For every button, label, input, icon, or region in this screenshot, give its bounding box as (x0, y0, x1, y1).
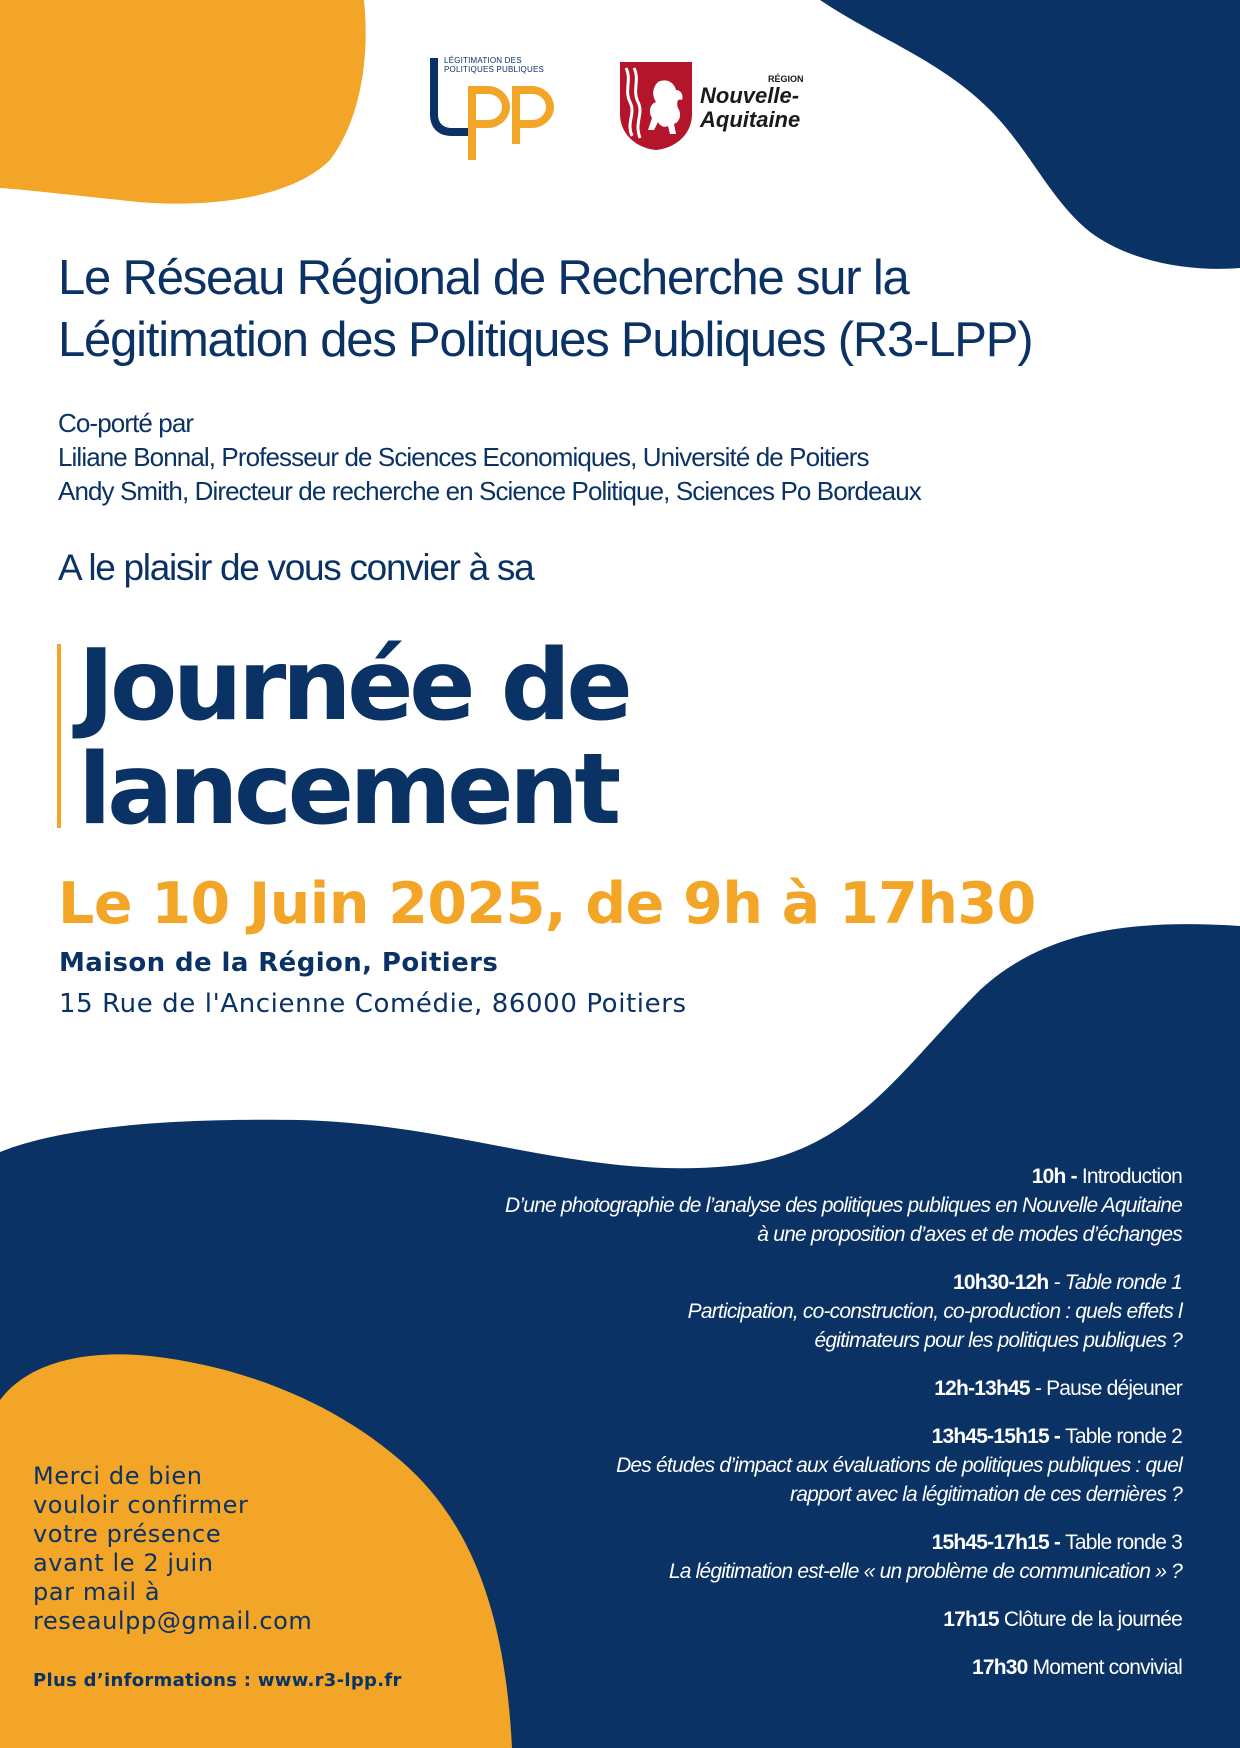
program-item-time: 17h15 (943, 1608, 999, 1631)
lpp-logo (428, 52, 568, 164)
organizers-block (58, 406, 921, 508)
program-item-description: Des études d’impact aux évaluations de politiques publiques : quel (616, 1454, 1182, 1477)
lpp-caption-line-2: POLITIQUES PUBLIQUES (444, 65, 545, 74)
rsvp-line: vouloir confirmer (33, 1491, 249, 1519)
event-title (78, 629, 629, 847)
program-item-label: Introduction (1081, 1165, 1182, 1188)
program-item (282, 1605, 1182, 1634)
program-item-time: 9h (1051, 1069, 1075, 1092)
program-item (282, 1528, 1182, 1586)
lpp-caption-line-1: LÉGITIMATION DES (444, 56, 522, 65)
region-logo-small-label: RÉGION (768, 74, 804, 84)
program-title: Programme (1003, 1018, 1182, 1056)
program-item-time: 12h-13h45 (934, 1377, 1030, 1400)
event-title-accent-bar (57, 644, 61, 828)
rsvp-block (33, 1462, 312, 1636)
event-title-line-1: Journée de (78, 629, 629, 743)
event-address: 15 Rue de l'Ancienne Comédie, 86000 Poitiers (59, 989, 687, 1019)
program-item-label: Clôture de la journée (998, 1608, 1182, 1631)
program-item-time: 9h45 (987, 1117, 1032, 1140)
top-right-navy-blob (820, 0, 1240, 269)
program-item-label: - Mot d’ouverture (1031, 1117, 1182, 1140)
network-title-line-1: Le Réseau Régional de Recherche sur la (58, 251, 909, 305)
program-item (282, 1653, 1182, 1682)
program-item-time: 10h30-12h (952, 1271, 1049, 1294)
program-item (282, 1162, 1182, 1249)
program-item-time: 17h30 (971, 1656, 1028, 1679)
program-item-time: 13h45-15h15 - (931, 1425, 1066, 1448)
organizer-2: Andy Smith, Directeur de recherche en Science Politique, Sciences Po Bordeaux (58, 476, 921, 506)
program-item (282, 1422, 1182, 1509)
lpp-logo-caption (444, 56, 544, 74)
invitation-text: A le plaisir de vous convier à sa (58, 547, 534, 588)
program-item-description: égitimateurs pour les politiques publiques ? (814, 1329, 1182, 1352)
rsvp-line: votre présence (33, 1520, 222, 1548)
program-item (282, 1114, 1182, 1143)
network-title-line-2: Légitimation des Politiques Publiques (R3-LPP) (58, 313, 1033, 367)
program-item-label: - Table ronde 1 (1048, 1271, 1182, 1294)
program-item-description: La légitimation est-elle « un problème de communication » ? (668, 1560, 1182, 1583)
more-info-link: Plus d’informations : www.r3-lpp.fr (33, 1670, 402, 1691)
lion-shield-icon (618, 60, 694, 152)
program-section (282, 1016, 1182, 1701)
program-item-description: rapport avec la légitimation de ces dernières ? (790, 1483, 1182, 1506)
program-item-description: Participation, co-construction, co-production : quels effets l (687, 1300, 1182, 1323)
rsvp-line: par mail à (33, 1578, 161, 1606)
program-item-label: Table ronde 3 (1065, 1531, 1182, 1554)
rsvp-line: Merci de bien (33, 1462, 203, 1490)
rsvp-email: reseaulpp@gmail.com (33, 1607, 313, 1635)
rsvp-line: avant le 2 juin (33, 1549, 214, 1577)
program-item-label: - Pause déjeuner (1029, 1377, 1182, 1400)
organizer-1: Liliane Bonnal, Professeur de Sciences Economiques, Université de Poitiers (58, 442, 869, 472)
event-date: Le 10 Juin 2025, de 9h à 17h30 (58, 871, 1036, 937)
program-item-label: Table ronde 2 (1065, 1425, 1182, 1448)
region-logo-name (700, 84, 800, 132)
region-logo (618, 60, 828, 156)
program-item-description: à une proposition d’axes et de modes d’échanges (757, 1223, 1182, 1246)
organizers-intro: Co-porté par (58, 408, 194, 438)
top-left-orange-blob (0, 0, 366, 204)
program-item-label: Accueil café (1074, 1069, 1182, 1092)
program-item (282, 1066, 1182, 1095)
network-title (58, 247, 1032, 371)
program-item-time: 15h45-17h15 - (931, 1531, 1066, 1554)
event-venue: Maison de la Région, Poitiers (59, 948, 499, 978)
program-item-description: D’une photographie de l’analyse des politiques publiques en Nouvelle Aquitaine (504, 1194, 1182, 1217)
event-title-line-2: lancement (78, 733, 617, 847)
program-item-label: Moment convivial (1027, 1656, 1182, 1679)
program-item-time: 10h - (1031, 1165, 1082, 1188)
region-name-line-2: Aquitaine (700, 107, 801, 132)
region-name-line-1: Nouvelle- (700, 83, 800, 108)
program-item (282, 1374, 1182, 1403)
program-item (282, 1268, 1182, 1355)
